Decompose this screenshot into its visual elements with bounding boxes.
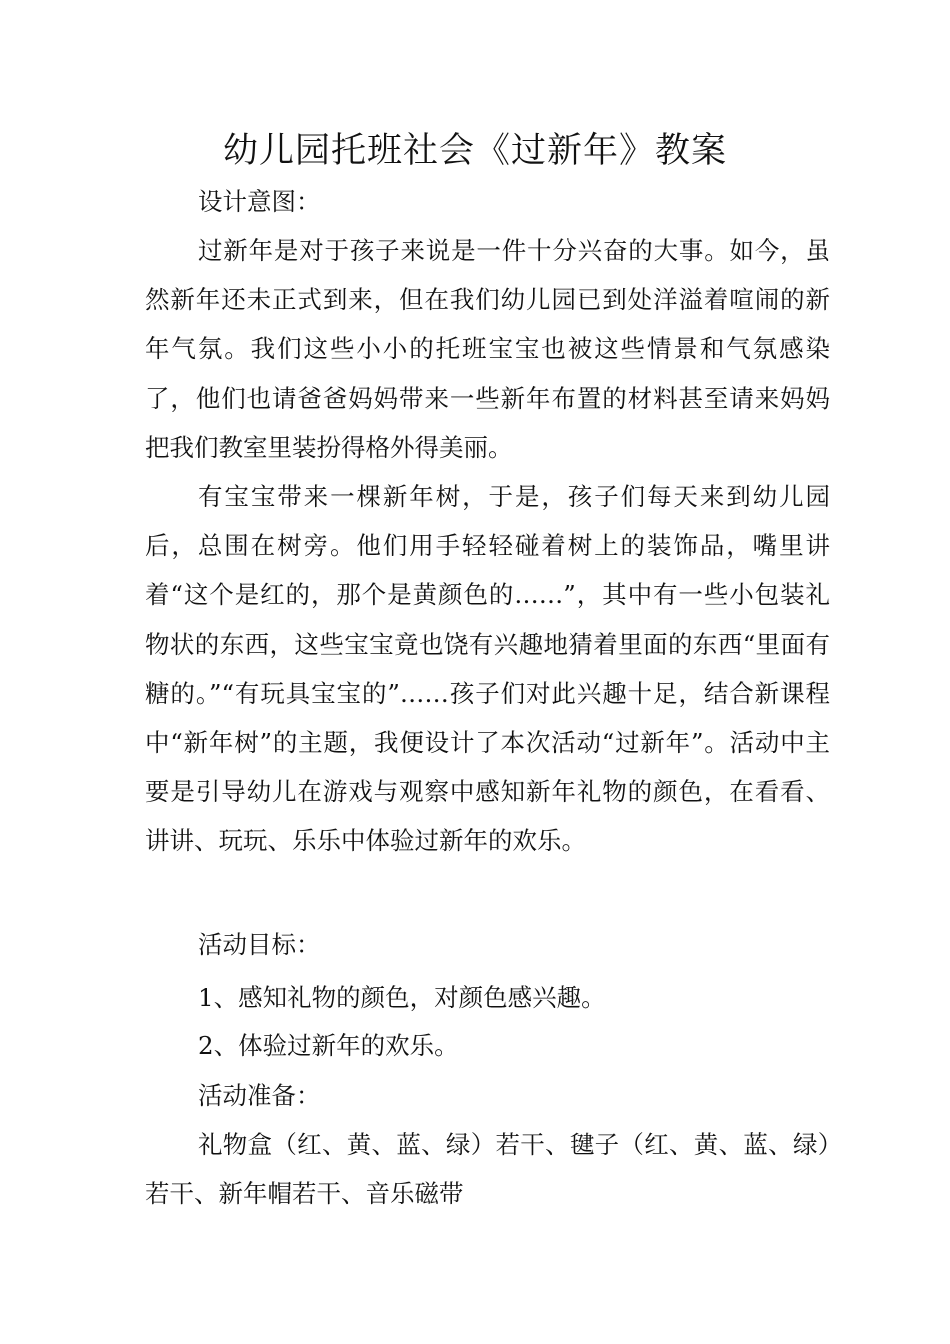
activity-goal-2: 2、体验过新年的欢乐。 [198,1031,459,1060]
document-title: 幼儿园托班社会《过新年》教案 [222,131,727,171]
design-intent-paragraph-1: 过新年是对于孩子来说是一件十分兴奋的大事。如今，虽然新年还未正式到来，但在我们幼儿园已到处洋溢着喧闹的新年气氛。我们这些小小的托班宝宝也被这些情景和气氛感染了，他们也请爸爸妈妈带来一些新年布置的材料甚至请来妈妈把我们教室里装扮得格外得美丽。 [145,236,830,462]
activity-goals-heading: 活动目标： [198,930,321,959]
activity-preparation-text: 礼物盒（红、黄、蓝、绿）若干、毽子（红、黄、蓝、绿）若干、新年帽若干、音乐磁带 [145,1130,830,1209]
activity-preparation-heading: 活动准备： [198,1081,321,1110]
activity-goal-1: 1、感知礼物的颜色，对颜色感兴趣。 [198,983,606,1012]
design-intent-heading: 设计意图： [198,187,321,216]
design-intent-paragraph-2: 有宝宝带来一棵新年树，于是，孩子们每天来到幼儿园后，总围在树旁。他们用手轻轻碰着树上的装饰品，嘴里讲着“这个是红的，那个是黄颜色的……”，其中有一些小包装礼物状的东西，这些宝宝竟也饶有兴趣地猜着里面的东西“里面有糖的。”“有玩具宝宝的”……孩子们对此兴趣十足，结合新课程中“新年树”的主题，我便设计了本次活动“过新年”。活动中主要是引导幼儿在游戏与观察中感知新年礼物的颜色，在看看、讲讲、玩玩、乐乐中体验过新年的欢乐。 [145,482,830,856]
